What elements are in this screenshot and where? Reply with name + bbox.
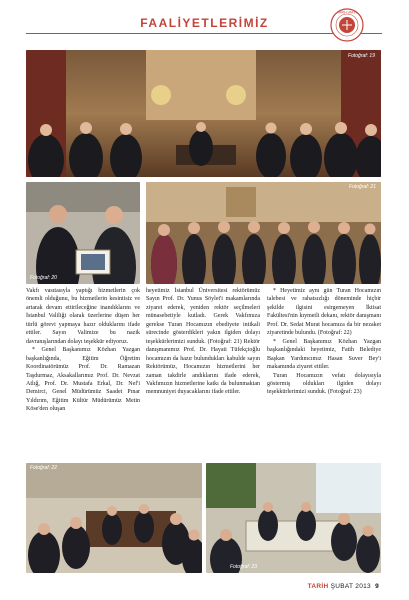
text-column-3 xyxy=(267,287,381,397)
col3-paragraph-2: * Genel Başkanımız Közhan Yazgan başkanlığındaki heyetimiz, Fatih Belediye Başkan Yardımcımız Hasan Suver Bey'i makamında ziyaret ettiler. xyxy=(267,338,381,371)
text-column-1 xyxy=(26,287,140,414)
foundation-logo xyxy=(330,8,364,42)
col3-paragraph-1: * Heyetimiz aynı gün Turan Hocamızın talebesi ve rahatsızlığı döneminde hiçbir şekilde ilgisini esirgemeyen İktisat Fakültesi'nin kıymetli dekanı, rektör danışmanı Prof. Dr. Sedat Murat hocamıza da bir nezaket ziyaretinde bulundu. (Fotoğraf: 22) xyxy=(267,288,381,337)
photo-22-office-meeting xyxy=(26,463,202,573)
section-title: FAALİYETLERİMİZ xyxy=(140,16,269,30)
col3-paragraph-3: Turan Hocamızın vefatı dolayısıyla göstermiş oldukları ilgiden dolayı teşekkürlerimizi sunduk. (Fotoğraf: 23) xyxy=(267,372,381,396)
col2-paragraph-1: heyetimiz İstanbul Üniversitesi rektörümüz Sayın Prof. Dr. Yunus Söylet'i makamlarında ziyaret ederek, yeniden rektör seçilmeleri münasebetiyle kutladı. Gerek Vakfımıza gerekse Turan Hocamızın ebediyete intikali sürecinde gösterdikleri yakın ilgiden dolayı teşekkürlerimizi sunduk. (Fotoğraf: 21) Rektör danışmanımız Prof. Dr. Hayati Tüfekçioğlu hocamızın da hazır bulundukları kabulde sayın Rektörümüz, Hocamızın hizmetlerini her zaman takdirle andıklarını ifade ederek, Vakfımızın hizmetlerine katkı da bulunmaktan memnuniyet duyacaklarını ifade ettiler. xyxy=(146,288,260,396)
photo-20-caption: Fotoğraf: 20 xyxy=(30,275,57,281)
photo-19-caption: Fotoğraf: 19 xyxy=(348,53,375,59)
page-number: 9 xyxy=(375,583,379,590)
photo-21-rectorate-group xyxy=(146,182,381,284)
magazine-name: TARİH xyxy=(307,583,329,590)
photo-22-caption: Fotoğraf: 22 xyxy=(30,465,57,471)
svg-text:TARİH VAKFI: TARİH VAKFI xyxy=(337,10,357,15)
text-column-2 xyxy=(146,287,260,397)
page-footer xyxy=(308,583,379,590)
photo-23-caption: Fotoğraf: 23 xyxy=(230,564,257,570)
photo-19-meeting-hall xyxy=(26,50,381,177)
issue-date: ŞUBAT 2013 xyxy=(330,583,371,590)
photo-23-municipality-visit xyxy=(206,463,381,573)
photo-21-caption: Fotoğraf: 21 xyxy=(349,184,376,190)
col1-paragraph-2: * Genel Başkanımız Közhan Yazgan başkanlığında, Eğitim Öğretim Koordinatörümüz Prof. Dr. Ramazan Taşdurmaz, Aksakallarımız Prof. Dr. Nevzat Atlığ, Prof. Dr. Mustafa Erkal, Dr. Nef'i Demirci, Genel Müdürümüz Saadet Pınar Yıldırım, Eğitim Kültür Müdürümüz Metin Köse'den oluşan xyxy=(26,347,140,413)
header-rule xyxy=(26,33,382,34)
photo-20-plaque xyxy=(26,182,140,284)
col1-paragraph-1: Vakfı vasıtasıyla yaptığı hizmetlerin çok önemli olduğunu, bu hizmetlerin kesintisiz ve artarak devam ettirileceğine inandıklarını ve İstanbul Valiliği olarak üzerlerine düşen her türlü görevi yapmaya hazır olduklarını ifade ettiler. Sayın Valimize bu nazik davranışlarından dolayı teşekkür ediyoruz. xyxy=(26,288,140,345)
